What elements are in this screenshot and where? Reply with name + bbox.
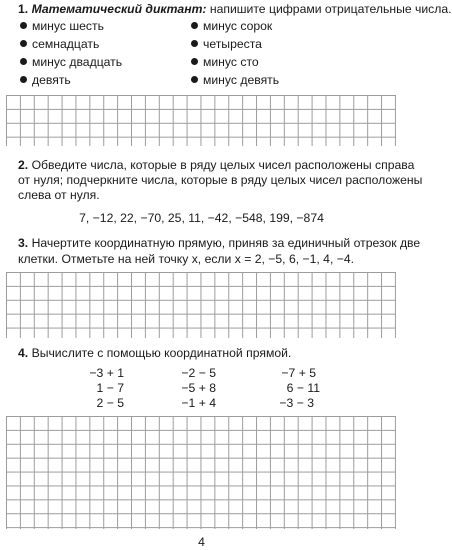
task1-number: 1. bbox=[18, 2, 29, 16]
task4-col2-expr-1: −2 − 5 bbox=[181, 366, 216, 380]
task3-line-2: клетки. Отметьте на ней точку x, если x = 2, −5, 6, −1, 4, −4. bbox=[18, 252, 354, 266]
task2-line-3: слева от нуля. bbox=[18, 188, 100, 202]
task4-col3-expr-2: 6 − 11 bbox=[286, 381, 320, 395]
task1-left-item-4: девять bbox=[20, 73, 71, 88]
task2-number: 2. bbox=[18, 158, 29, 172]
bullet-icon bbox=[191, 58, 198, 65]
task2-numbers: 7, −12, 22, −70, 25, 11, −42, −548, 199, −874 bbox=[79, 211, 324, 225]
task4-col1-expr-2: 1 − 7 bbox=[96, 381, 124, 395]
task4-col2-expr-2: −5 + 8 bbox=[181, 381, 216, 395]
task4-number: 4. bbox=[18, 346, 29, 360]
task1-instruction: напишите цифрами отрицательные числа. bbox=[209, 2, 452, 16]
task4-col1-expr-1: −3 + 1 bbox=[89, 366, 124, 380]
task4-col1-expr-3: 2 − 5 bbox=[96, 396, 124, 410]
task4-header: 4. Вычислите с помощью координатной прямой. bbox=[18, 346, 292, 360]
bullet-icon bbox=[20, 40, 27, 47]
task1-right-item-4: минус девять bbox=[191, 73, 279, 88]
task4-col2-expr-3: −1 + 4 bbox=[181, 396, 216, 410]
bullet-icon bbox=[20, 58, 27, 65]
task4-col3-expr-3: −3 − 3 bbox=[279, 396, 314, 410]
bullet-icon bbox=[20, 76, 27, 83]
task2-line-2: от нуля; подчеркните числа, которые в ряду целых чисел расположены bbox=[18, 173, 423, 187]
task1-title: Математический диктант: bbox=[31, 2, 207, 16]
bullet-icon bbox=[191, 76, 198, 83]
task2-line-1: 2. Обведите числа, которые в ряду целых чисел расположены справа bbox=[18, 158, 415, 172]
task4-answer-grid[interactable] bbox=[6, 416, 396, 529]
task1-right-item-1: минус сорок bbox=[191, 19, 272, 34]
task4-col3-expr-1: −7 + 5 bbox=[281, 366, 316, 380]
page-number: 4 bbox=[198, 535, 205, 549]
task1-right-item-3: минус сто bbox=[191, 55, 259, 70]
bullet-icon bbox=[191, 40, 198, 47]
task3-answer-grid[interactable] bbox=[6, 272, 396, 338]
task1-answer-grid[interactable] bbox=[6, 95, 396, 146]
task3-number: 3. bbox=[18, 236, 29, 250]
bullet-icon bbox=[191, 22, 198, 29]
task1-left-item-3: минус двадцать bbox=[20, 55, 122, 70]
task1-left-item-1: минус шесть bbox=[20, 19, 104, 34]
task1-right-item-2: четыреста bbox=[191, 37, 262, 52]
task3-line-1: 3. Начертите координатную прямую, приняв за единичный отрезок две bbox=[18, 236, 421, 250]
bullet-icon bbox=[20, 22, 27, 29]
task1-header bbox=[18, 2, 452, 17]
task1-left-item-2: семнадцать bbox=[20, 37, 99, 52]
